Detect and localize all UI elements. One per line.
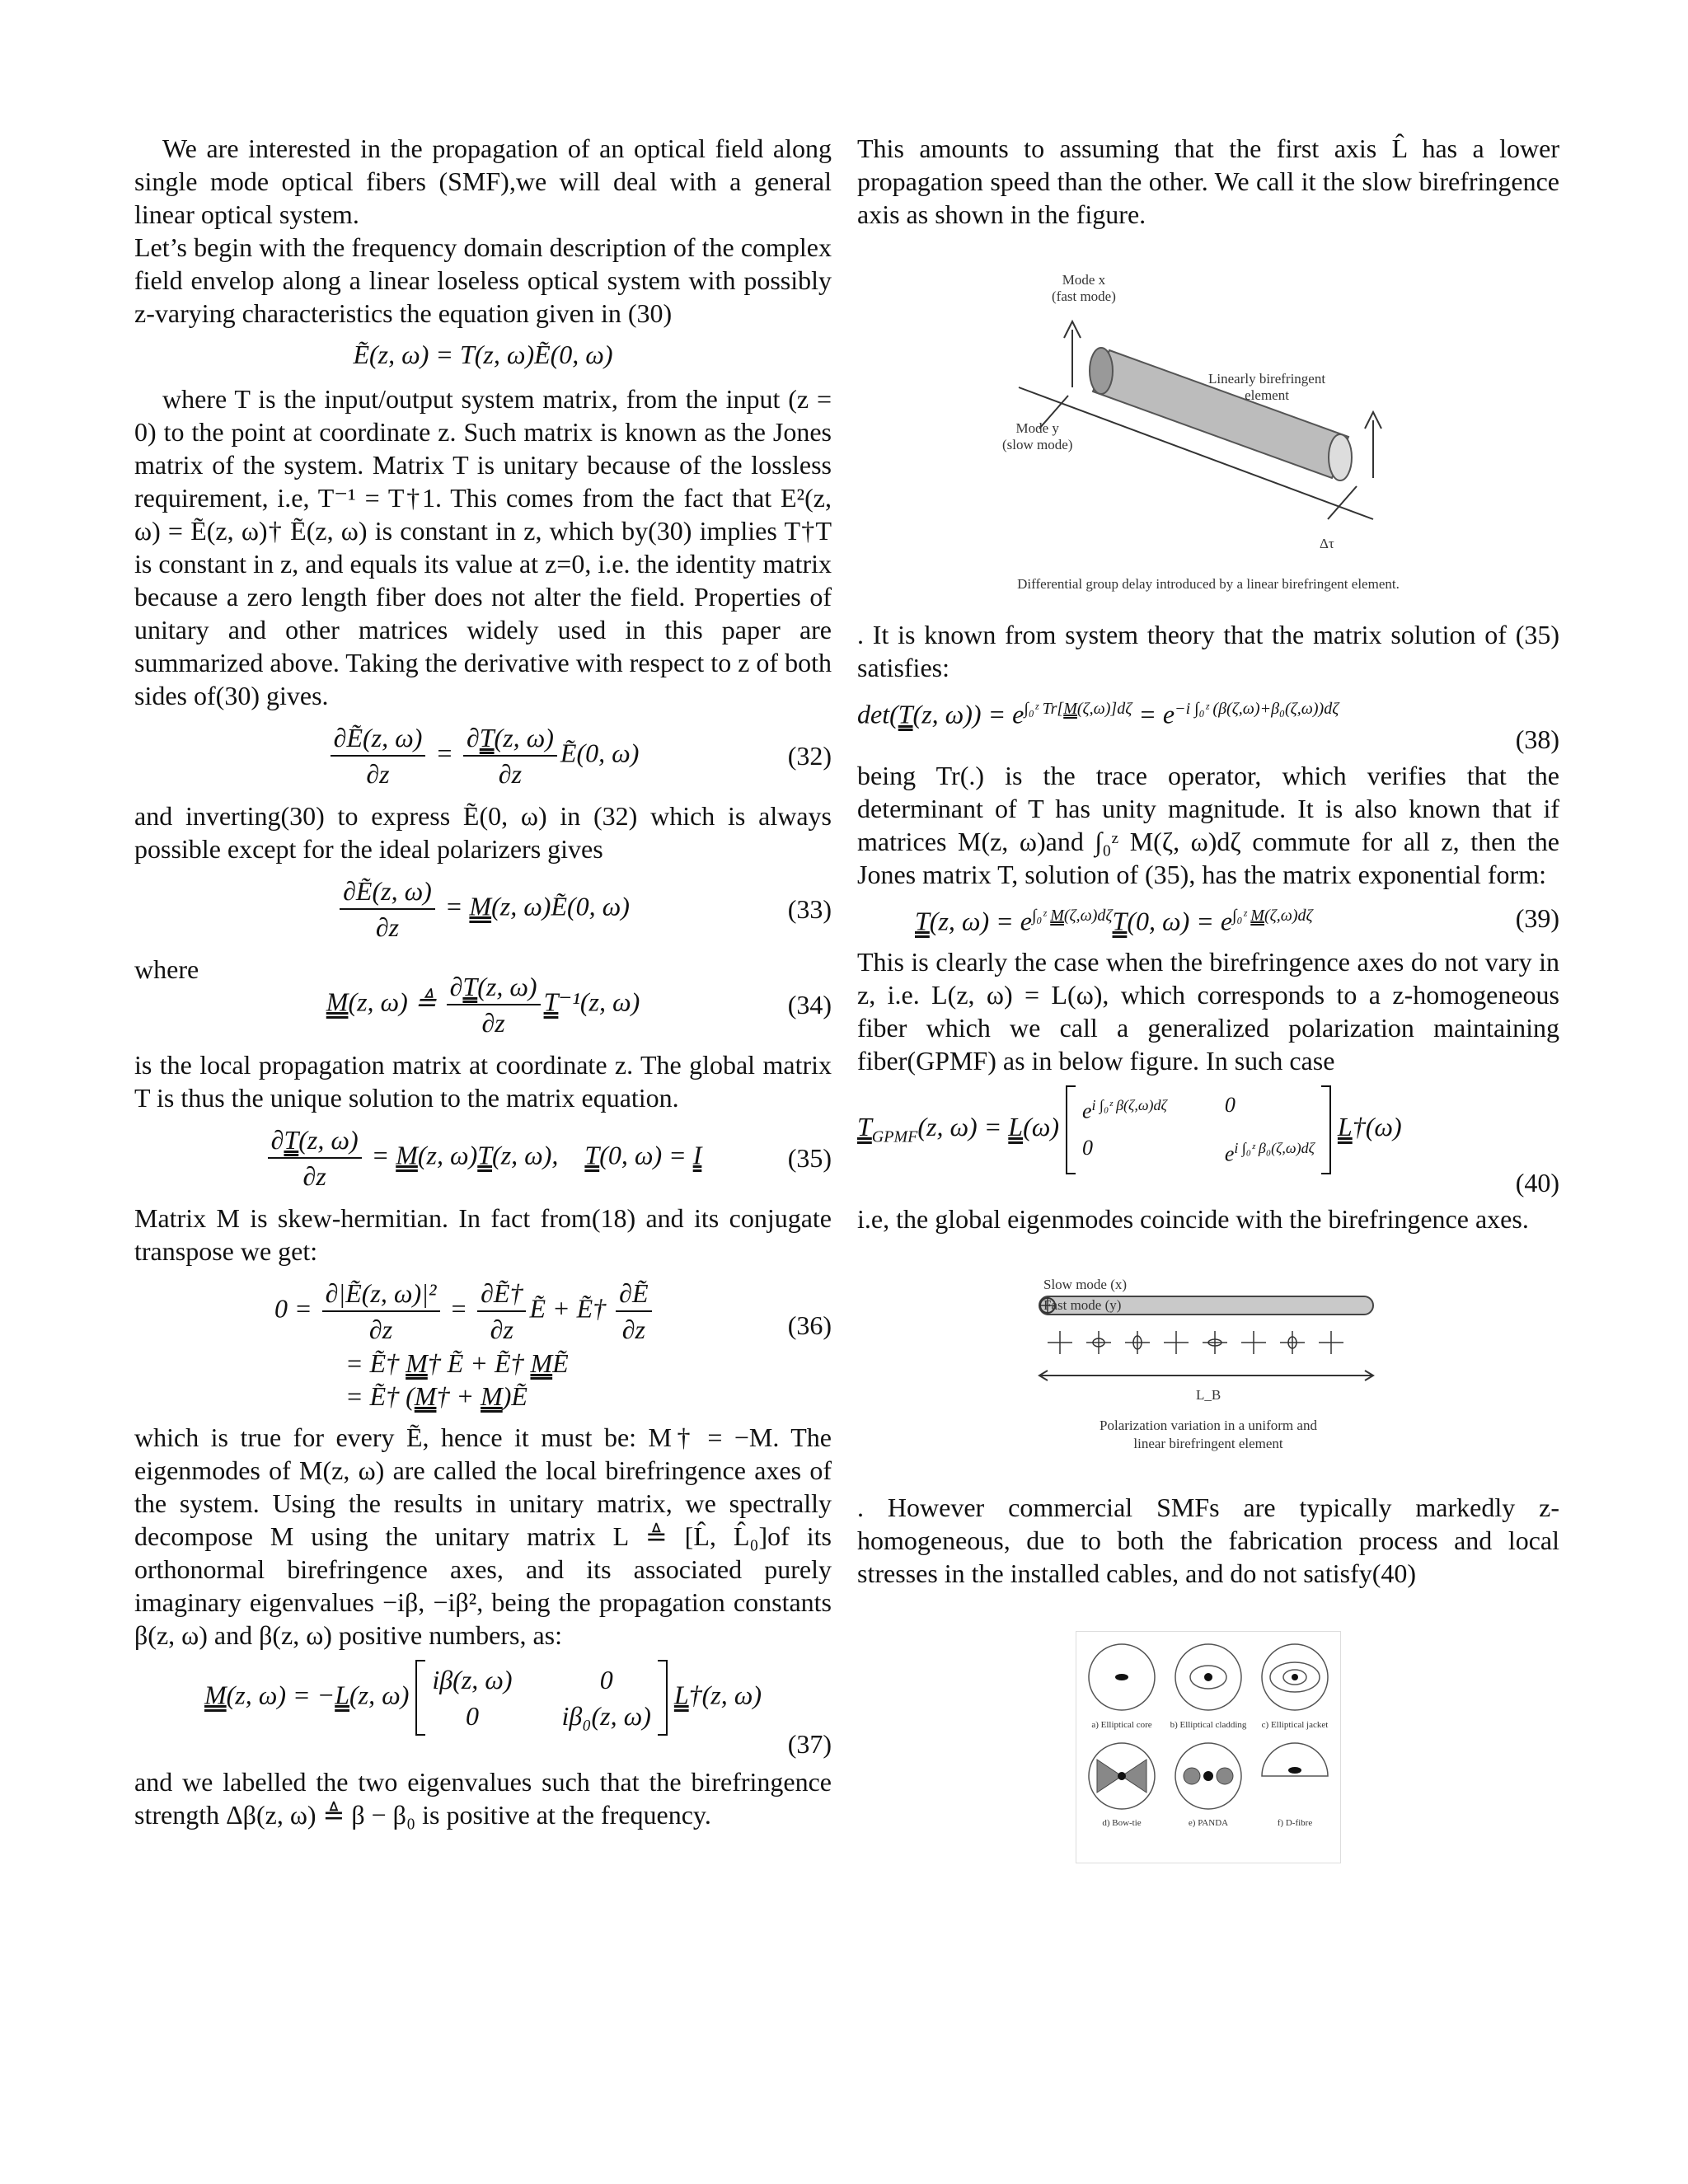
mode-x-label: Mode x: [1062, 272, 1106, 288]
paragraph: . It is known from system theory that the matrix solution of (35) satisfies:: [857, 620, 1559, 682]
right-column: [857, 132, 1559, 1880]
equation-number: (35): [787, 1143, 832, 1173]
delta-tau-label: Δτ: [1320, 536, 1334, 551]
equation-32: $\frac{\text{∂Ẽ(z, ω)}}{\partial z}$ = $\frac{\partial T(z, \omega)}{\partial z}$ Ẽ(0, ω) (32): [134, 720, 832, 791]
equation-35: $\frac{\partial T(z, \omega)}{\partial z}$ = M(z, ω)T(z, ω), T(0, ω) = I (35): [134, 1122, 832, 1193]
equation-number: (32): [787, 741, 832, 771]
figure-polarization-variation: [1035, 1277, 1381, 1474]
fiber-type-label: e) PANDA: [1188, 1817, 1229, 1828]
figure-caption: linear birefringent element: [1133, 1435, 1283, 1451]
element-label: Linearly birefringent: [1208, 371, 1326, 387]
equation-number: (33): [787, 894, 832, 924]
paragraph: . However commercial SMFs are typically markedly z-homogeneous, due to both the fabrication process and local stresses in the installed cables, and do not satisfy(40): [857, 1492, 1559, 1588]
equation-34: M(z, ω) ≜ $\frac{\partial T(z, \omega)}{\partial z}$ T⁻¹(z, ω) (34): [134, 969, 832, 1040]
equation-36: 0 = $\frac{\text{∂|Ẽ(z, ω)|²}}{\partial z}$ = $\frac{\text{∂Ẽ†}}{\partial z}$ Ẽ + Ẽ† $\frac{\text{∂Ẽ}}{\partial z}$ = Ẽ† M† Ẽ + Ẽ† MẼ = Ẽ† (M† + M)Ẽ (36): [134, 1276, 832, 1413]
slow-mode-label: Slow mode (x): [1043, 1276, 1128, 1292]
equation-number: (36): [787, 1310, 832, 1340]
figure-caption: Differential group delay introduced by a linear birefringent element.: [1017, 576, 1400, 592]
paragraph: where T is the input/output system matrix, from the input (z = 0) to the point at coordinate z. Such matrix is known as the Jones matrix of the system. Matrix T is unitary because of the lossless requirement, i.e, T⁻¹ = T†1. This comes from the fact that E²(z, ω) = Ẽ(z, ω)† Ẽ(z, ω) is constant in z, which by(30) implies T†T is constant in z, and equals its value at z=0, i.e. the identity matrix because a zero length fiber does not alter the field. Properties of unitary and other matrices widely used in this paper are summarized above. Taking the derivative with respect to z of both sides of(30) gives.: [134, 384, 832, 710]
paragraph: is the local propagation matrix at coordinate z. The global matrix T is thus the unique solution to the matrix equation.: [134, 1050, 832, 1113]
equation-number: (40): [1515, 1167, 1559, 1197]
equation-30: Ẽ(z, ω) = T(z, ω)Ẽ(0, ω): [353, 340, 613, 369]
paragraph: which is true for every Ẽ, hence it must be: M† = −M. The eigenmodes of M(z, ω) are called the local birefringence axes of the system. Using the results in unitary matrix, we spectrally decompose M using the unitary matrix L ≜ [L̂, L̂₀]of its orthonormal birefringence axes, and its associated purely imaginary eigenvalues −iβ, −iβ², being the propagation constants β(z, ω) and β(z, ω) positive numbers, as:: [134, 1422, 832, 1650]
beat-length-label: L_B: [1196, 1386, 1221, 1403]
equation-38: det(T(z, $\omega)) = e^{\int_0ᶻ Tr[M(\zeta,\omega)]d\zeta} = e^{-i \int_0ᶻ (\beta(\zeta,\omega)+\beta_0(\zeta,\omega))d\zeta}$ (38): [857, 699, 1559, 754]
equation-37: M(z, ω) = −L(z, ω) iβ(z, ω) 0 0 iβ₀(z, ω) L†(z, ω) (37): [134, 1660, 832, 1736]
mode-y-label: Mode y: [1015, 420, 1059, 436]
fiber-type-label: a) Elliptical core: [1091, 1719, 1152, 1730]
fiber-type-label: c) Elliptical jacket: [1261, 1719, 1329, 1730]
paragraph: being Tr(.) is the trace operator, which verifies that the determinant of T has unity magnitude. It is also known that if matrices M(z, ω)and ∫₀ᶻ M(ζ, ω)dζ commute for all z, then the Jones matrix T, solution of (35), has the matrix exponential form:: [857, 760, 1559, 889]
paragraph: Let’s begin with the frequency domain description of the complex field envelop along a linear loseless optical system with possibly z-varying characteristics the equation given in (30): [134, 232, 832, 328]
paragraph: This amounts to assuming that the first axis L̂ has a lower propagation speed than the other. We call it the slow birefringence axis as shown in the figure.: [857, 134, 1559, 229]
paragraph: i.e, the global eigenmodes coincide with the birefringence axes.: [857, 1203, 1529, 1234]
paragraph: and inverting(30) to express Ẽ(0, ω) in (32) which is always possible except for the ideal polarizers gives: [134, 801, 832, 864]
equation-number: (34): [787, 990, 832, 1019]
figure-birefringent-element: [994, 272, 1423, 602]
paragraph: where: [134, 954, 199, 984]
figure-pm-fiber-types: [1076, 1631, 1341, 1863]
equation-33: $\frac{\text{∂Ẽ(z, ω)}}{\partial z}$ = M(z, ω)Ẽ(0, ω) (33): [134, 874, 832, 944]
slow-mode-label: (slow mode): [1002, 437, 1073, 452]
left-column: [134, 132, 832, 1831]
equation-39: T(z, $\omega) = e^{\int_0ᶻ M(\zeta,\omega)d\zeta}T(0$, $\omega) = e^{\int_0ᶻ M(\zeta,\omega)d\zeta}$ (39): [915, 902, 1559, 936]
figure-caption: Polarization variation in a uniform and: [1100, 1417, 1317, 1433]
fast-mode-label: Fast mode (y): [1043, 1296, 1122, 1313]
fast-mode-label: (fast mode): [1052, 288, 1116, 304]
equation-number: (38): [1515, 724, 1559, 754]
fiber-type-label: b) Elliptical cladding: [1170, 1719, 1247, 1730]
paragraph: and we labelled the two eigenvalues such that the birefringence strength Δβ(z, ω) ≜ β − β₀ is positive at the frequency.: [134, 1767, 832, 1830]
paragraph: We are interested in the propagation of an optical field along single mode optical fibers (SMF),we will deal with a general linear optical system.: [134, 134, 832, 229]
paragraph: This is clearly the case when the birefringence axes do not vary in z, i.e. L(z, ω) = L(ω), which corresponds to a z-homogeneous fiber which we call a generalized polarization maintaining fiber(GPMF) as in below figure. In such case: [857, 947, 1559, 1076]
equation-40: $T_{GPMF}(z$, ω) = L(ω) $e^{i \int_0ᶻ \beta(\zeta,\omega)d\zeta}$ 0 0 $e^{i \int_0ᶻ \beta_0(\zeta,\omega)d\zeta}$ L†(ω) (40): [857, 1085, 1559, 1174]
element-label: element: [1245, 387, 1289, 403]
equation-number: (37): [787, 1729, 832, 1759]
fiber-type-label: d) Bow-tie: [1102, 1817, 1142, 1828]
paragraph: Matrix M is skew-hermitian. In fact from(18) and its conjugate transpose we get:: [134, 1203, 832, 1266]
equation-number: (39): [1515, 902, 1559, 933]
fiber-type-label: f) D-fibre: [1277, 1817, 1313, 1828]
